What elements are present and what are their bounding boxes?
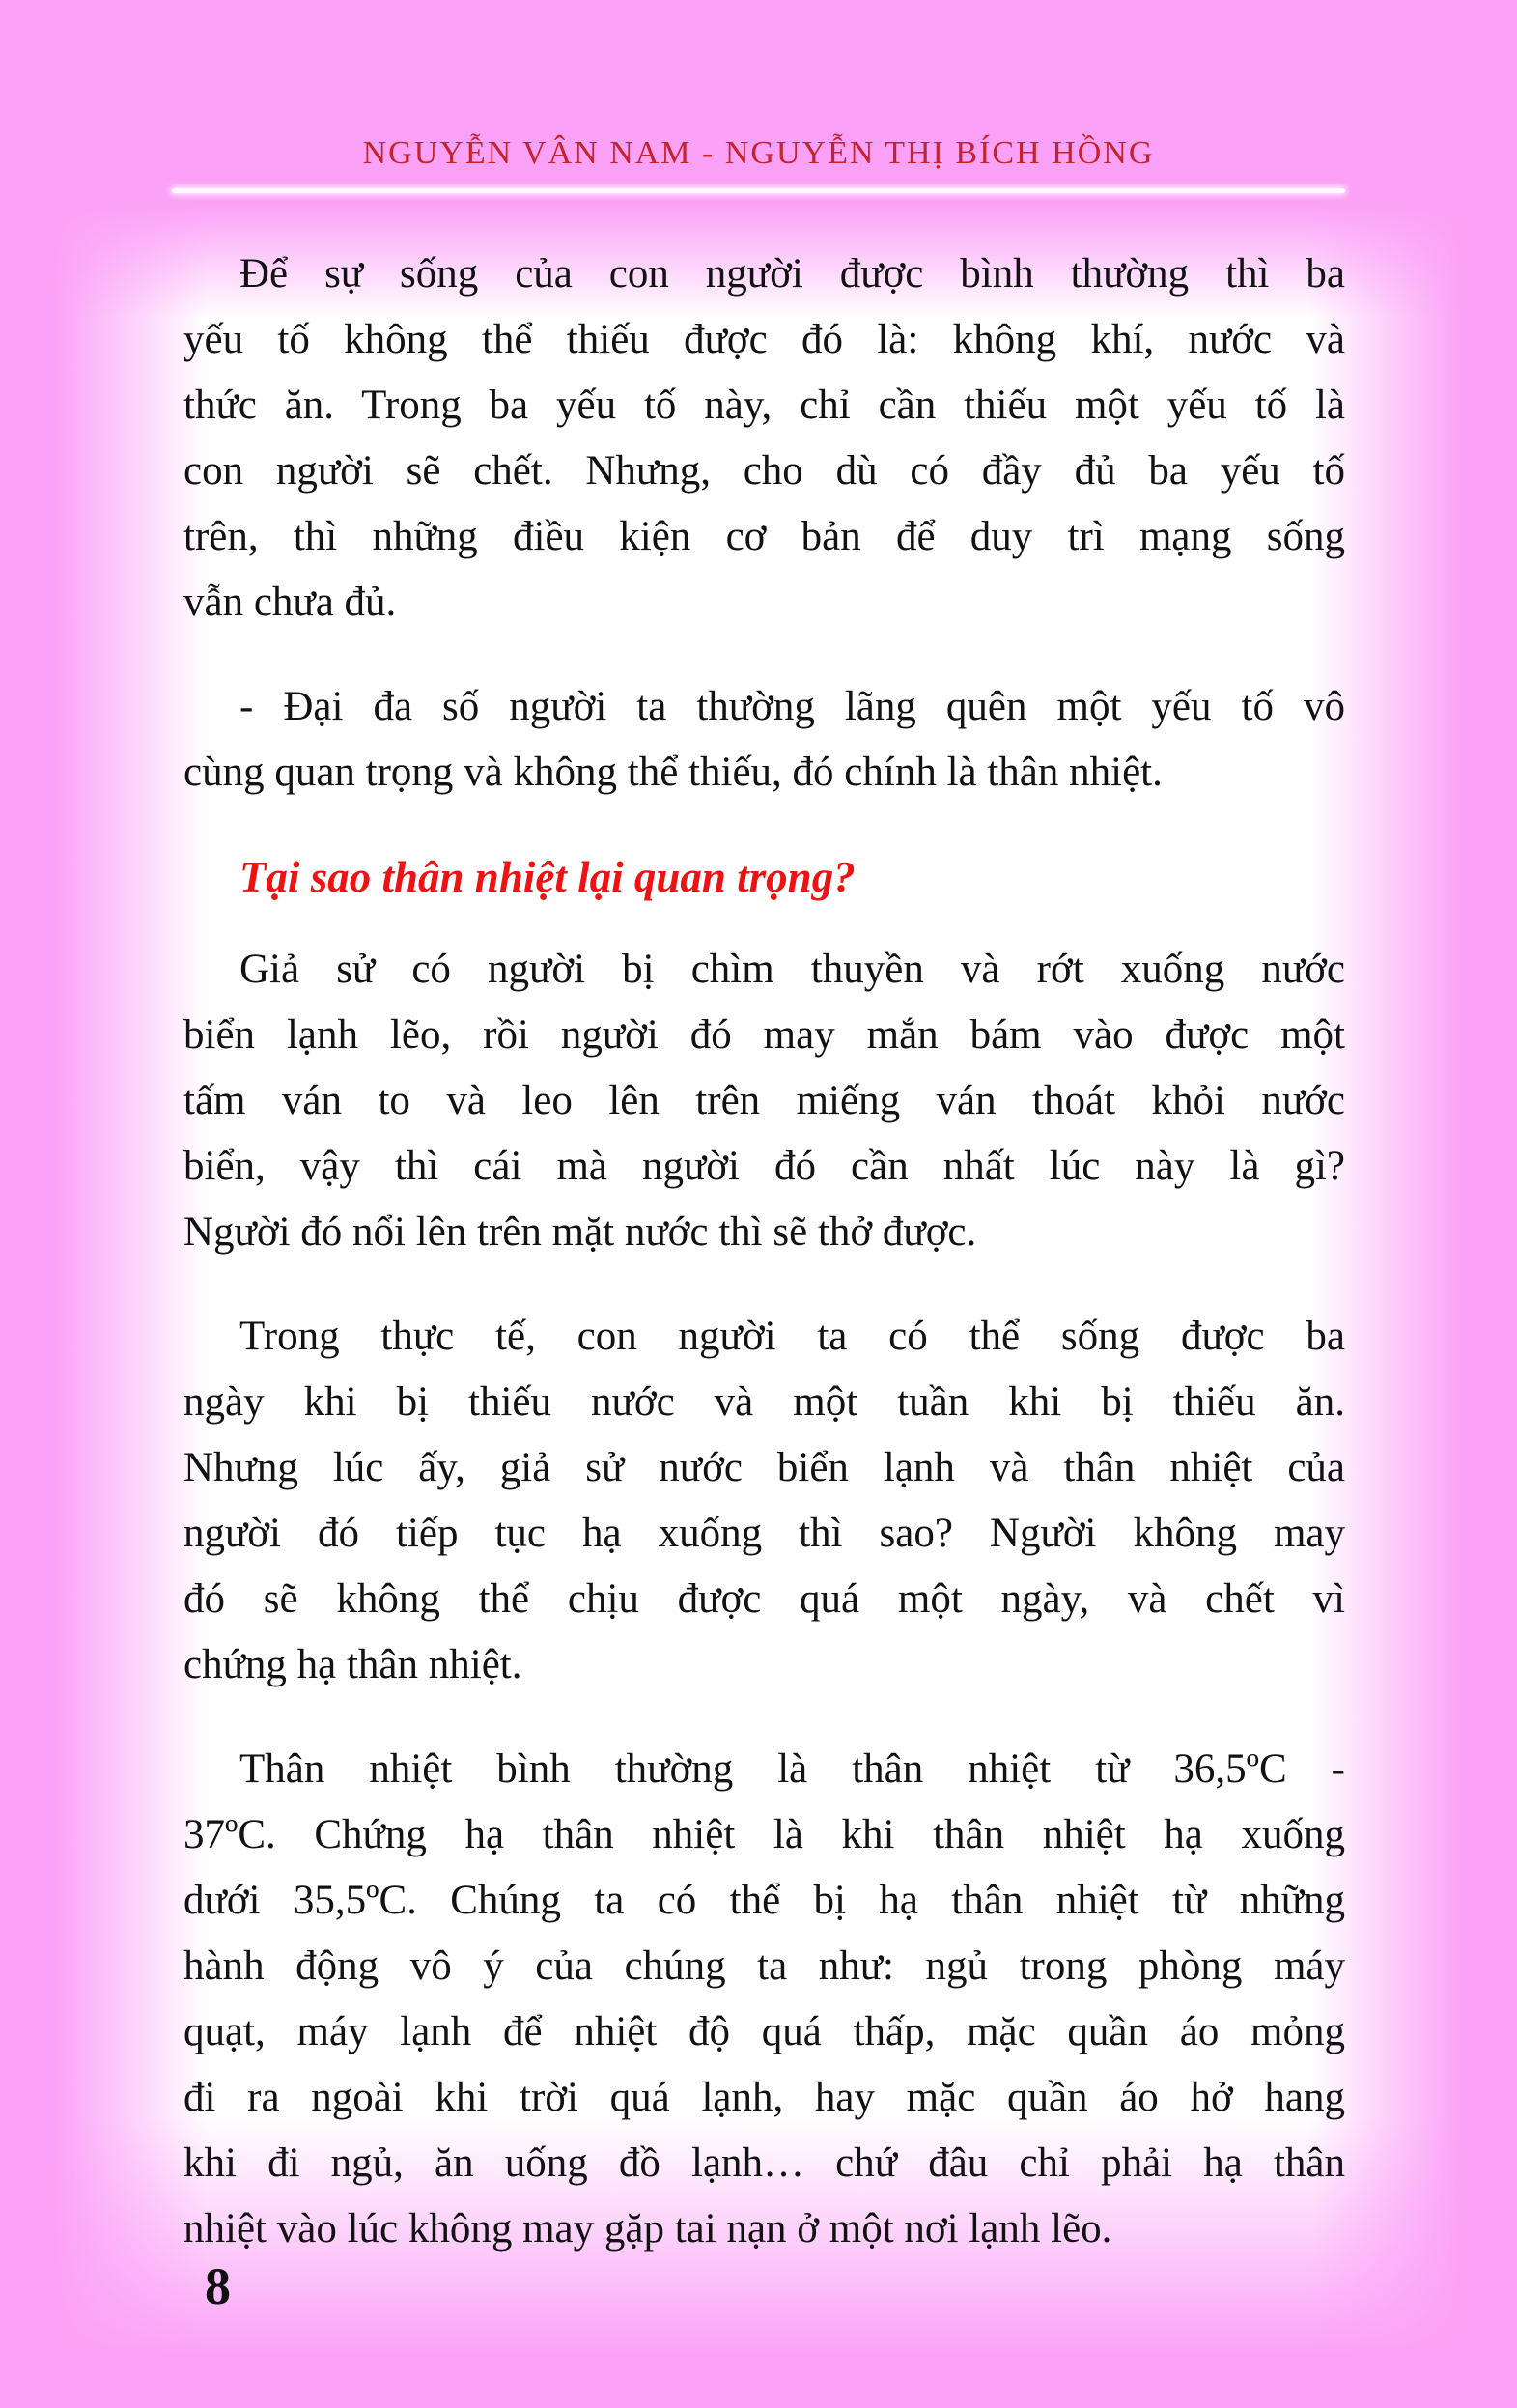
text-line: Người đó nổi lên trên mặt nước thì sẽ thở được. [183, 1209, 977, 1255]
text-line: đó sẽ không thể chịu được quá một ngày, và chết vì [183, 1576, 1345, 1622]
header-divider [172, 188, 1345, 193]
paragraph [183, 241, 1345, 636]
text-line: cùng quan trọng và không thể thiếu, đó chính là thân nhiệt. [183, 750, 1163, 795]
text-line: chứng hạ thân nhiệt. [183, 1642, 522, 1687]
section-heading: Tại sao thân nhiệt lại quan trọng? [239, 853, 856, 901]
paragraph [183, 1304, 1345, 1698]
text-line: - Đại đa số người ta thường lãng quên một yếu tố vô [239, 684, 1345, 729]
text-line: nhiệt vào lúc không may gặp tai nạn ở một nơi lạnh lẽo. [183, 2206, 1112, 2252]
running-header-authors: NGUYỄN VÂN NAM - NGUYỄN THỊ BÍCH HỒNG [362, 135, 1155, 171]
text-line: Giả sử có người bị chìm thuyền và rớt xuống nước [239, 947, 1345, 992]
text-line: 37ºC. Chứng hạ thân nhiệt là khi thân nhiệt hạ xuống [183, 1812, 1345, 1857]
paragraph [183, 937, 1345, 1265]
text-line: Trong thực tế, con người ta có thể sống được ba [239, 1314, 1345, 1359]
page-header [0, 0, 1517, 193]
text-line: biển lạnh lẽo, rồi người đó may mắn bám vào được một [183, 1012, 1345, 1058]
text-line: tấm ván to và leo lên trên miếng ván thoát khỏi nước [183, 1078, 1345, 1123]
text-line: thức ăn. Trong ba yếu tố này, chỉ cần thiếu một yếu tố là [183, 382, 1345, 428]
text-line: đi ra ngoài khi trời quá lạnh, hay mặc quần áo hở hang [183, 2075, 1345, 2120]
paragraph [183, 674, 1345, 806]
text-line: người đó tiếp tục hạ xuống thì sao? Người không may [183, 1511, 1345, 1556]
text-line: biển, vậy thì cái mà người đó cần nhất lúc này là gì? [183, 1144, 1345, 1189]
page-number: 8 [205, 2257, 231, 2315]
text-line: Nhưng lúc ấy, giả sử nước biển lạnh và thân nhiệt của [183, 1445, 1345, 1490]
text-line: dưới 35,5ºC. Chúng ta có thể bị hạ thân nhiệt từ những [183, 1878, 1345, 1923]
text-line: con người sẽ chết. Nhưng, cho dù có đầy đủ ba yếu tố [183, 448, 1345, 494]
text-line: quạt, máy lạnh để nhiệt độ quá thấp, mặc quần áo mỏng [183, 2009, 1345, 2054]
text-line: hành động vô ý của chúng ta như: ngủ trong phòng máy [183, 1943, 1345, 1989]
paragraph [183, 1737, 1345, 2262]
text-line: khi đi ngủ, ăn uống đồ lạnh… chứ đâu chỉ phải hạ thân [183, 2140, 1345, 2186]
text-line: Thân nhiệt bình thường là thân nhiệt từ 36,5ºC - [239, 1746, 1345, 1792]
text-line: ngày khi bị thiếu nước và một tuần khi bị thiếu ăn. [183, 1379, 1345, 1425]
text-line: yếu tố không thể thiếu được đó là: không khí, nước và [183, 317, 1345, 362]
text-line: Để sự sống của con người được bình thường thì ba [239, 251, 1345, 297]
text-line: trên, thì những điều kiện cơ bản để duy trì mạng sống [183, 514, 1345, 559]
page-body [183, 241, 1345, 2262]
text-line: vẫn chưa đủ. [183, 580, 397, 625]
